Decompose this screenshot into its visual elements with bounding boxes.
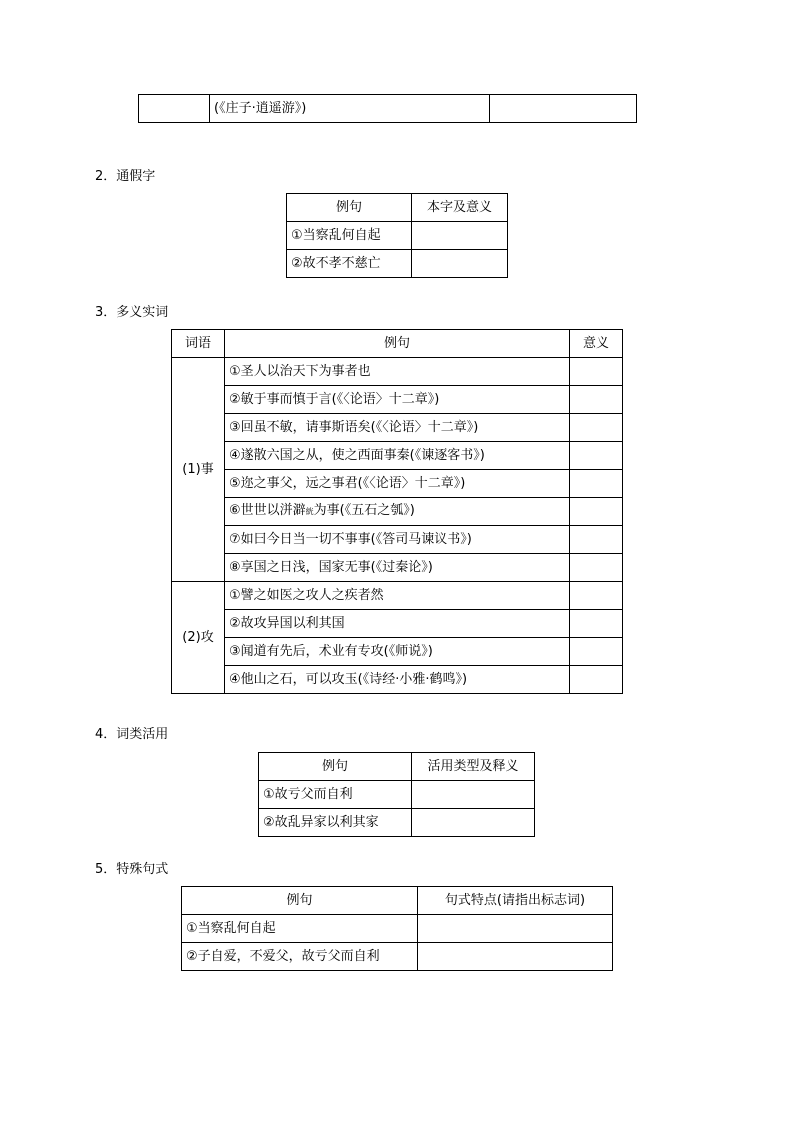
top-cell-3 [490, 95, 637, 123]
table-row-meaning [570, 638, 623, 666]
section-heading-cileihuoyong: 4．词类活用 [95, 727, 169, 742]
tongjiazi-table [286, 193, 508, 278]
cileihuoyong-table [258, 752, 535, 837]
table-row-answer [412, 222, 508, 250]
table-row-meaning [570, 358, 623, 386]
teshujushi-table [181, 886, 613, 971]
table-row-sentence [225, 498, 570, 526]
table-row-sentence: ①故亏父而自利 [259, 781, 412, 809]
table-row-sentence: ①圣人以治天下为事者也 [225, 358, 570, 386]
table-row-meaning [570, 442, 623, 470]
word-cell-gong: (2)攻 [172, 582, 225, 694]
table-row-meaning [570, 554, 623, 582]
table-row-meaning [570, 666, 623, 694]
table-row-sentence: ④遂散六国之从，使之西面事秦(《谏逐客书》) [225, 442, 570, 470]
table-row-sentence: ①当察乱何自起 [287, 222, 412, 250]
header-example: 例句 [287, 194, 412, 222]
table-row-sentence: ①譬之如医之攻人之疾者然 [225, 582, 570, 610]
section-heading-tongjiazi: 2．通假字 [95, 169, 156, 184]
table-row-answer [418, 943, 613, 971]
table-row-answer [412, 250, 508, 278]
header-example: 例句 [182, 887, 418, 915]
table-row-sentence: ②敏于事而慎于言(《〈论语〉十二章》) [225, 386, 570, 414]
pronunciation-gloss: 絖 [305, 507, 314, 516]
header-example: 例句 [225, 330, 570, 358]
section-heading-teshujushi: 5．特殊句式 [95, 862, 169, 877]
table-row-sentence: ②故乱异家以利其家 [259, 809, 412, 837]
sentence-text: ⑥世世以洴澼 [229, 503, 306, 518]
header-sentence-feature: 句式特点(请指出标志词) [418, 887, 613, 915]
table-row-meaning [570, 470, 623, 498]
table-row-meaning [570, 386, 623, 414]
header-usage-type: 活用类型及释义 [412, 753, 535, 781]
duoyishici-table [171, 329, 623, 694]
table-row-sentence: ②子自爱，不爱父，故亏父而自利 [182, 943, 418, 971]
table-row-meaning [570, 582, 623, 610]
header-meaning: 意义 [570, 330, 623, 358]
word-cell-shi: (1)事 [172, 358, 225, 582]
table-row-sentence: ①当察乱何自起 [182, 915, 418, 943]
table-row-sentence: ⑤迩之事父，远之事君(《〈论语〉十二章》) [225, 470, 570, 498]
top-cell-1 [139, 95, 210, 123]
table-row-sentence: ④他山之石，可以攻玉(《诗经·小雅·鹤鸣》) [225, 666, 570, 694]
top-cell-source: (《庄子·逍遥游》) [210, 95, 490, 123]
top-table [138, 94, 637, 123]
section-heading-duoyishici: 3．多义实词 [95, 305, 169, 320]
table-row-sentence: ③闻道有先后，术业有专攻(《师说》) [225, 638, 570, 666]
sentence-text-end: 为事(《五石之瓠》) [313, 503, 415, 518]
table-row-answer [418, 915, 613, 943]
table-row-sentence: ②故攻异国以利其国 [225, 610, 570, 638]
header-word: 词语 [172, 330, 225, 358]
header-meaning: 本字及意义 [412, 194, 508, 222]
table-row-answer [412, 809, 535, 837]
table-row-sentence: ③回虽不敏，请事斯语矣(《〈论语〉十二章》) [225, 414, 570, 442]
table-row-answer [412, 781, 535, 809]
table-row-sentence: ②故不孝不慈亡 [287, 250, 412, 278]
table-row-sentence: ⑦如曰今日当一切不事事(《答司马谏议书》) [225, 526, 570, 554]
table-row-meaning [570, 498, 623, 526]
table-row-meaning [570, 414, 623, 442]
table-row-sentence: ⑧享国之日浅，国家无事(《过秦论》) [225, 554, 570, 582]
table-row-meaning [570, 526, 623, 554]
header-example: 例句 [259, 753, 412, 781]
table-row-meaning [570, 610, 623, 638]
